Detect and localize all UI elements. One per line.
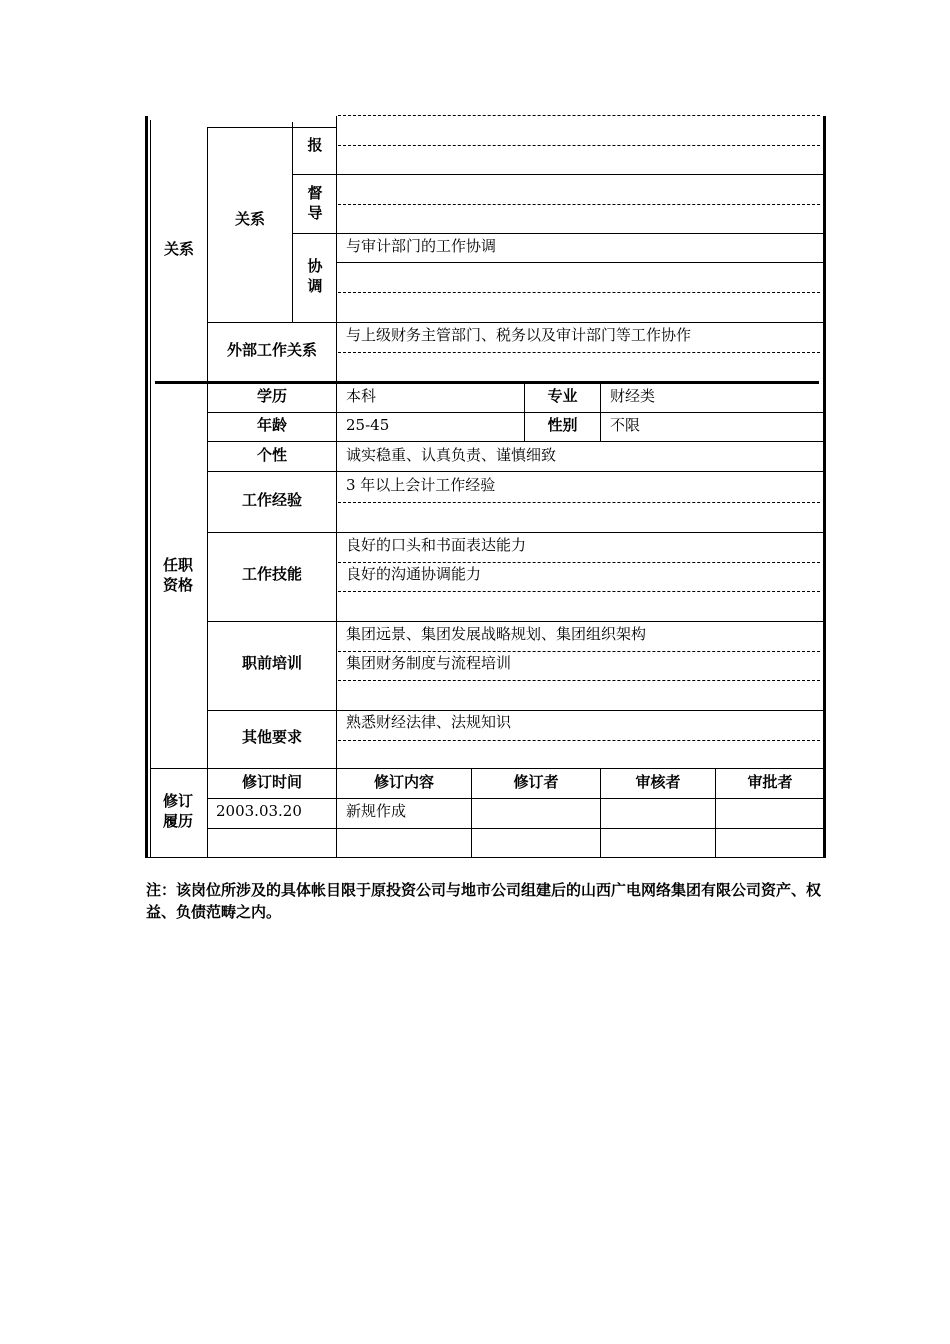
external-relations-label: 外部工作关系 xyxy=(226,341,317,359)
major-value: 财经类 xyxy=(610,387,656,405)
row-line-coordinate xyxy=(207,322,824,323)
revision-header-content: 修订内容 xyxy=(373,773,434,791)
revision-row-1-time: 2003.03.20 xyxy=(216,802,302,820)
dashed-line xyxy=(338,204,820,205)
row-line-supervise xyxy=(292,233,824,234)
row-line-skills xyxy=(207,621,824,622)
education-value: 本科 xyxy=(346,387,377,405)
dashed-line xyxy=(338,651,820,652)
gender-label: 性别 xyxy=(547,416,578,434)
dashed-line xyxy=(338,115,820,116)
dashed-line xyxy=(338,292,820,293)
skills-item: 良好的口头和书面表达能力 xyxy=(346,536,527,554)
report-label: 报 xyxy=(307,136,323,154)
dashed-line xyxy=(338,145,820,146)
experience-label: 工作经验 xyxy=(241,491,302,509)
revision-header-reviewer: 审核者 xyxy=(635,773,681,791)
table-inner-left-line xyxy=(150,120,151,857)
dashed-line xyxy=(338,740,820,741)
dashed-line xyxy=(338,591,820,592)
table-border-left xyxy=(145,116,148,858)
major-label: 专业 xyxy=(547,387,578,405)
experience-value: 3 年以上会计工作经验 xyxy=(346,476,496,494)
dashed-line xyxy=(338,680,820,681)
revision-header-time: 修订时间 xyxy=(241,773,302,791)
row-line-coordinate-1 xyxy=(336,262,824,263)
personality-label: 个性 xyxy=(256,446,287,464)
qualifications-section-label: 任职资格 xyxy=(162,556,193,594)
table-border-right xyxy=(823,116,826,858)
supervise-label: 督导 xyxy=(307,184,323,222)
table-col-line-3 xyxy=(336,116,337,858)
coordinate-label: 协调 xyxy=(307,257,323,295)
row-line-top xyxy=(207,127,337,128)
section-divider-relations xyxy=(155,381,819,384)
skills-label: 工作技能 xyxy=(241,565,302,583)
row-line-experience xyxy=(207,532,824,533)
footnote: 注：该岗位所涉及的具体帐目限于原投资公司与地市公司组建后的山西广电网络集团有限公司资产、权益、负债范畴之内。 xyxy=(146,881,822,921)
relations-section-label: 关系 xyxy=(163,240,194,258)
revision-header-reviser: 修订者 xyxy=(513,773,559,791)
row-line-personality xyxy=(207,471,824,472)
training-item: 集团远景、集团发展战略规划、集团组织架构 xyxy=(346,625,647,643)
age-label: 年龄 xyxy=(256,416,287,434)
row-line-education xyxy=(207,412,824,413)
dashed-line xyxy=(338,352,820,353)
table-col-line-2 xyxy=(292,122,293,322)
gender-value: 不限 xyxy=(610,416,641,434)
section-divider-qualifications xyxy=(150,768,824,769)
row-line-revision-header xyxy=(207,798,824,799)
external-relations-value: 与上级财务主管部门、税务以及审计部门等工作协作 xyxy=(346,326,692,344)
other-requirements-label: 其他要求 xyxy=(241,728,302,746)
revision-section-label: 修订履历 xyxy=(162,792,193,830)
row-line-age xyxy=(207,441,824,442)
education-label: 学历 xyxy=(256,387,287,405)
dashed-line xyxy=(338,502,820,503)
training-label: 职前培训 xyxy=(241,654,302,672)
coordinate-value: 与审计部门的工作协调 xyxy=(346,237,497,255)
row-line-report xyxy=(292,174,824,175)
row-line-training xyxy=(207,710,824,711)
other-requirements-value: 熟悉财经法律、法规知识 xyxy=(346,713,512,731)
personality-value: 诚实稳重、认真负责、谨慎细致 xyxy=(346,446,557,464)
skills-item: 良好的沟通协调能力 xyxy=(346,565,482,583)
revision-header-approver: 审批者 xyxy=(747,773,793,791)
internal-relations-label: 关系 xyxy=(234,210,265,228)
age-value: 25-45 xyxy=(346,416,390,434)
revision-row-1-content: 新规作成 xyxy=(346,802,407,820)
table-border-bottom xyxy=(145,857,826,858)
row-line-revision-1 xyxy=(207,828,824,829)
training-item: 集团财务制度与流程培训 xyxy=(346,654,512,672)
dashed-line xyxy=(338,562,820,563)
